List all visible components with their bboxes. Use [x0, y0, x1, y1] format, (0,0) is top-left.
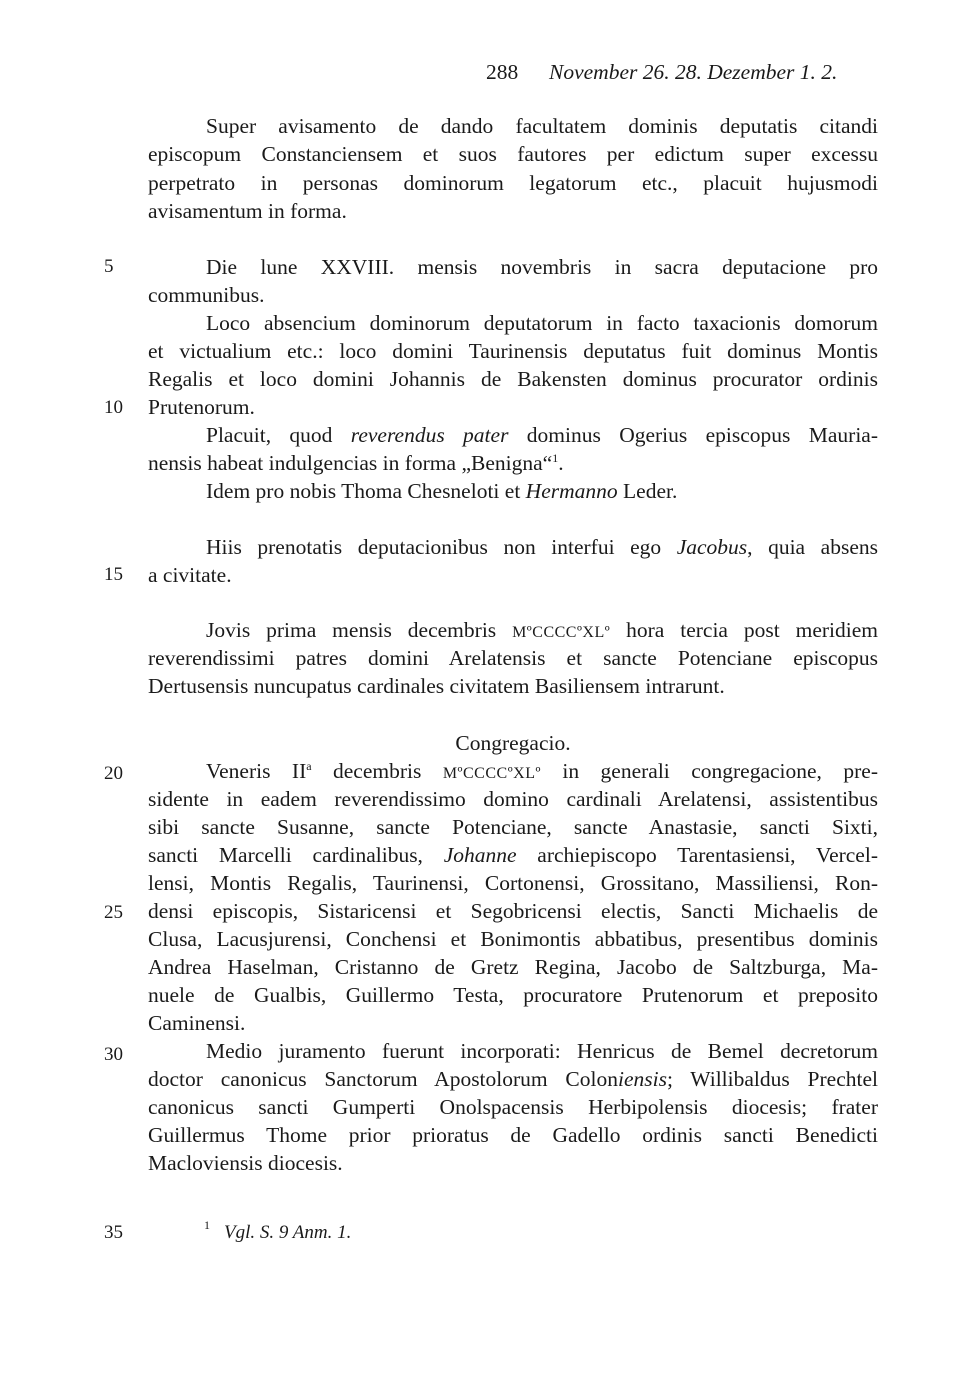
- text-line: sidente in eadem reverendissimo domino cardinali Arelatensi, assistentibus: [148, 787, 878, 811]
- text-line: doctor canonicus Sanctorum Apostolorum Coloniensis; Willibaldus Prechtel: [148, 1067, 878, 1091]
- section-heading: Congregacio.: [455, 731, 571, 755]
- text-line: avisamentum in forma.: [148, 199, 347, 223]
- line-number-25: 25: [104, 902, 123, 923]
- text-line: et victualium etc.: loco domini Taurinensis deputatus fuit dominus Montis: [148, 339, 878, 363]
- text-line: Dertusensis nuncupatus cardinales civitatem Basiliensem intrarunt.: [148, 674, 725, 698]
- text-line: nensis habeat indulgencias in forma „Benigna“$^1$.: [148, 450, 564, 475]
- footnote-number: 1: [204, 1218, 210, 1232]
- line-number-10: 10: [104, 397, 123, 418]
- line-number-5: 5: [104, 256, 114, 277]
- text-line: sibi sancte Susanne, sancte Potenciane, sancte Anastasie, sancti Sixti,: [148, 815, 878, 839]
- running-title: November 26. 28. Dezember 1. 2.: [549, 60, 838, 84]
- text-line: episcopum Constanciensem et suos fautores per edictum super excessu: [148, 142, 878, 166]
- text-line: perpetrato in personas dominorum legatorum etc., placuit hujusmodi: [148, 171, 878, 195]
- text-line: a civitate.: [148, 563, 232, 587]
- text-line: Guillermus Thome prior prioratus de Gadello ordinis sancti Benedicti: [148, 1123, 878, 1147]
- footnote-marker: 1: [552, 450, 559, 465]
- text-line: Jovis prima mensis decembris MºCCCCºXLº hora tercia post meridiem: [206, 618, 879, 642]
- text-line: reverendissimi patres domini Arelatensis et sancte Potenciane episcopus: [148, 646, 878, 670]
- text-line: Super avisamento de dando facultatem dominis deputatis citandi: [206, 114, 878, 138]
- text-line: Clusa, Lacusjurensi, Conchensi et Bonimontis abbatibus, presentibus dominis: [148, 927, 878, 951]
- text-line: sancti Marcelli cardinalibus, Johanne archiepiscopo Tarentasiensi, Vercel-: [148, 843, 878, 867]
- line-number-20: 20: [104, 763, 123, 784]
- page-number: 288: [486, 60, 519, 84]
- text-line: densi episcopis, Sistaricensi et Segobricensi electis, Sancti Michaelis de: [148, 899, 878, 923]
- text-line: Prutenorum.: [148, 395, 255, 419]
- line-number-15: 15: [104, 564, 123, 585]
- text-line: Idem pro nobis Thoma Chesneloti et Hermanno Leder.: [206, 479, 678, 503]
- footnote-text: Vgl. S. 9 Anm. 1.: [224, 1222, 352, 1243]
- line-number-30: 30: [104, 1044, 123, 1065]
- text-line: Placuit, quod reverendus pater dominus Ogerius episcopus Mauria-: [206, 423, 878, 447]
- text-line: Loco absencium dominorum deputatorum in facto taxacionis domorum: [206, 311, 878, 335]
- text-line: Die lune XXVIII. mensis novembris in sacra deputacione pro: [206, 255, 878, 279]
- text-line: Macloviensis diocesis.: [148, 1151, 343, 1175]
- text-line: Medio juramento fuerunt incorporati: Henricus de Bemel decretorum: [206, 1039, 878, 1063]
- text-line: Hiis prenotatis deputacionibus non interfui ego Jacobus, quia absens: [206, 535, 878, 559]
- text-line: lensi, Montis Regalis, Taurinensi, Cortonensi, Grossitano, Massiliensi, Ron-: [148, 871, 878, 895]
- text-line: Caminensi.: [148, 1011, 246, 1035]
- text-line: Veneris $II^a$ decembris MºCCCCºXLº in generali congregacione, pre-: [206, 758, 878, 783]
- text-line: communibus.: [148, 283, 265, 307]
- text-line: canonicus sancti Gumperti Onolspacensis Herbipolensis diocesis; frater: [148, 1095, 878, 1119]
- text-line: nuele de Gualbis, Guillermo Testa, procuratore Prutenorum et preposito: [148, 983, 878, 1007]
- text-line: Andrea Haselman, Cristanno de Gretz Regina, Jacobo de Saltzburga, Ma-: [148, 955, 878, 979]
- line-number-35: 35: [104, 1222, 123, 1243]
- text-line: Regalis et loco domini Johannis de Bakensten dominus procurator ordinis: [148, 367, 878, 391]
